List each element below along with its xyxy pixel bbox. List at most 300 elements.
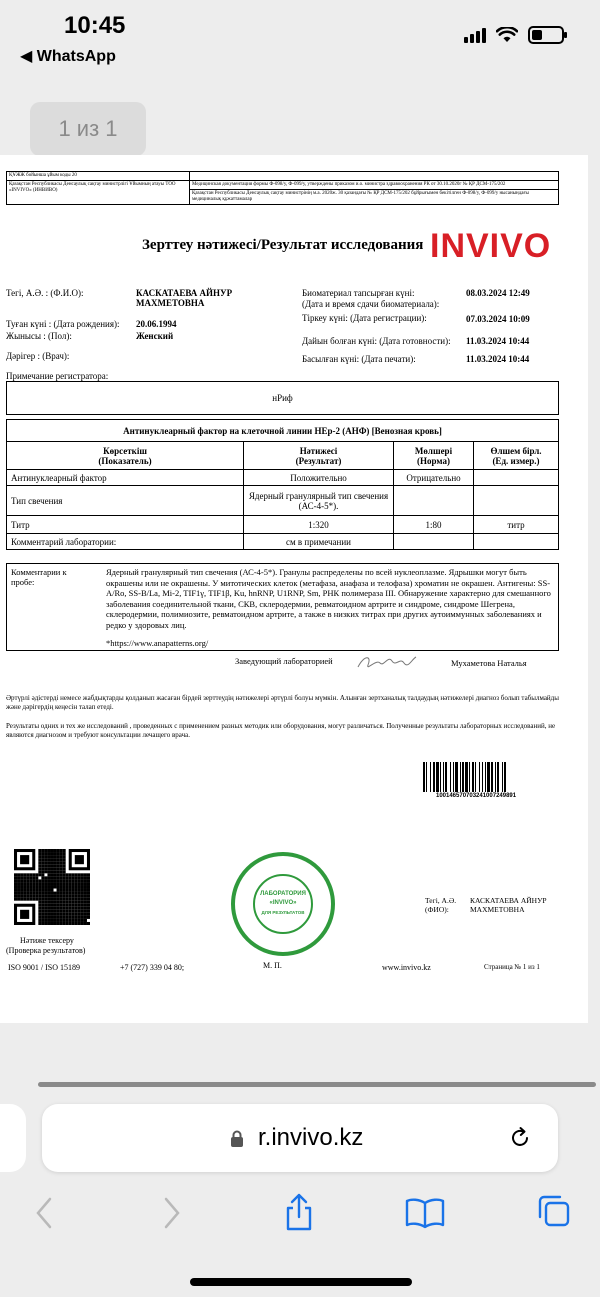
qr-module xyxy=(66,907,69,910)
qr-module xyxy=(17,882,20,885)
qr-module xyxy=(35,889,38,892)
qr-module xyxy=(84,916,87,919)
barcode-number: 10014657070324100724989​1 xyxy=(436,793,517,799)
qr-module xyxy=(72,892,75,895)
share-icon[interactable] xyxy=(283,1193,315,1231)
qr-module xyxy=(47,876,50,879)
qr-module xyxy=(78,919,81,922)
qr-module xyxy=(57,867,60,870)
qr-code-image[interactable] xyxy=(14,849,90,925)
qr-module xyxy=(72,922,75,925)
qr-module xyxy=(47,870,50,873)
qr-module xyxy=(54,895,57,898)
qr-module xyxy=(32,898,35,901)
qr-module xyxy=(32,876,35,879)
wifi-icon xyxy=(496,27,518,43)
qr-module xyxy=(38,861,41,864)
qr-module xyxy=(50,913,53,916)
qr-module xyxy=(44,898,47,901)
qr-module xyxy=(78,895,81,898)
previous-tab-peek[interactable] xyxy=(0,1104,26,1172)
qr-module xyxy=(47,861,50,864)
qr-module xyxy=(50,889,53,892)
qr-module xyxy=(60,852,63,855)
qr-module xyxy=(57,898,60,901)
qr-module xyxy=(66,904,69,907)
qr-module xyxy=(60,870,63,873)
qr-module xyxy=(63,855,66,858)
qr-module xyxy=(47,867,50,870)
qr-module xyxy=(84,904,87,907)
qr-module xyxy=(50,861,53,864)
website-text: www.invivo.kz xyxy=(382,963,431,972)
qr-module xyxy=(50,849,53,852)
qr-module xyxy=(41,876,44,879)
qr-module xyxy=(75,889,78,892)
qr-module xyxy=(44,916,47,919)
battery-icon xyxy=(528,26,564,44)
qr-module xyxy=(60,904,63,907)
qr-module xyxy=(20,889,23,892)
qr-module xyxy=(63,892,66,895)
qr-module xyxy=(87,898,90,901)
qr-caption-ru: (Проверка результатов) xyxy=(6,946,86,955)
qr-module xyxy=(44,876,47,879)
qr-module xyxy=(44,901,47,904)
qr-module xyxy=(63,879,66,882)
qr-caption-kz: Нәтиже тексеру xyxy=(20,936,74,945)
qr-module xyxy=(41,889,44,892)
qr-module xyxy=(54,861,57,864)
qr-module xyxy=(57,885,60,888)
qr-module xyxy=(75,892,78,895)
qr-module xyxy=(38,898,41,901)
qr-module xyxy=(41,861,44,864)
qr-module xyxy=(32,873,35,876)
qr-module xyxy=(38,904,41,907)
comment-label: Комментарии к пробе: xyxy=(11,567,67,587)
sex-value: Женский xyxy=(136,331,174,341)
qr-module xyxy=(38,916,41,919)
qr-module xyxy=(47,855,50,858)
qr-module xyxy=(47,858,50,861)
qr-module xyxy=(72,898,75,901)
qr-module xyxy=(69,879,72,882)
qr-module xyxy=(47,904,50,907)
qr-module xyxy=(66,913,69,916)
qr-module xyxy=(50,885,53,888)
qr-module xyxy=(81,904,84,907)
qr-module xyxy=(20,855,29,864)
qr-module xyxy=(84,882,87,885)
qr-module xyxy=(81,916,84,919)
form-note-kz: Қазақстан Республикасы Денсаулық сақтау министрінің м.а. 2020ж. 30 қазандағы № ҚР ДСМ-175/202 бұйрығымен бекітілген Ф-098/у, Ф-099/у нысанындағы медициналық құжаттамалар xyxy=(192,191,529,202)
qr-module xyxy=(44,910,47,913)
qr-module xyxy=(41,922,44,925)
qr-module xyxy=(50,858,53,861)
qr-module xyxy=(54,922,57,925)
qr-module xyxy=(60,889,63,892)
qr-module xyxy=(47,907,50,910)
qr-module xyxy=(75,882,78,885)
qr-module xyxy=(32,885,35,888)
tabs-icon[interactable] xyxy=(536,1193,572,1229)
stamp-place-label: М. П. xyxy=(263,961,282,970)
qr-module xyxy=(54,901,57,904)
qr-module xyxy=(41,867,44,870)
page-indicator: 1 из 1 xyxy=(30,102,146,156)
qr-module xyxy=(81,898,84,901)
qr-module xyxy=(47,919,50,922)
qr-module xyxy=(78,904,81,907)
qr-module xyxy=(60,919,63,922)
qr-module xyxy=(69,922,72,925)
qr-module xyxy=(14,885,17,888)
qr-module xyxy=(41,907,44,910)
print-value: 11.03.2024 10:44 xyxy=(466,354,530,364)
qr-module xyxy=(50,901,53,904)
qr-module xyxy=(41,904,44,907)
qr-module xyxy=(50,882,53,885)
qr-module xyxy=(60,882,63,885)
qr-module xyxy=(44,913,47,916)
qr-module xyxy=(29,895,32,898)
qr-module xyxy=(63,922,66,925)
qr-module xyxy=(78,885,81,888)
qr-module xyxy=(17,876,20,879)
dob-label: Туған күні : (Дата рождения): xyxy=(6,319,120,329)
qr-module xyxy=(47,913,50,916)
biomaterial-label-2: (Дата и время сдачи биоматериала): xyxy=(302,299,440,309)
qr-module xyxy=(20,882,23,885)
qr-module xyxy=(60,895,63,898)
qr-module xyxy=(47,898,50,901)
col-header-indicator: Көрсеткіш (Показатель) xyxy=(7,442,244,470)
patient-name-2: МАХМЕТОВНА xyxy=(470,905,525,914)
qr-module xyxy=(57,855,60,858)
qr-module xyxy=(23,879,26,882)
qr-module xyxy=(60,855,63,858)
qr-module xyxy=(38,919,41,922)
qr-module xyxy=(81,901,84,904)
print-label: Басылған күні: (Дата печати): xyxy=(302,354,416,364)
qr-module xyxy=(38,852,41,855)
qr-module xyxy=(38,913,41,916)
home-indicator[interactable] xyxy=(190,1278,412,1286)
qr-module xyxy=(63,910,66,913)
qr-module xyxy=(41,864,44,867)
qr-module xyxy=(84,876,87,879)
qr-module xyxy=(69,910,72,913)
qr-module xyxy=(84,885,87,888)
qr-module xyxy=(54,870,57,873)
qr-module xyxy=(44,907,47,910)
qr-module xyxy=(60,879,63,882)
qr-module xyxy=(44,889,47,892)
qr-module xyxy=(38,879,41,882)
qr-module xyxy=(75,873,78,876)
qr-module xyxy=(50,855,53,858)
qr-module xyxy=(38,907,41,910)
qr-module xyxy=(78,910,81,913)
back-arrow-icon[interactable] xyxy=(32,1195,54,1231)
qr-module xyxy=(20,885,23,888)
horizontal-scroll-indicator[interactable] xyxy=(38,1082,596,1087)
back-to-whatsapp-link[interactable]: ◀ WhatsApp xyxy=(20,48,116,65)
qr-module xyxy=(66,901,69,904)
biomaterial-value: 08.03.2024 12:49 xyxy=(466,288,530,298)
registrar-note-box: нРиф xyxy=(6,381,559,415)
qr-module xyxy=(17,895,20,898)
qr-module xyxy=(87,904,90,907)
qr-module xyxy=(63,876,66,879)
qr-module xyxy=(38,901,41,904)
comment-link[interactable]: *https://www.anapatterns.org/ xyxy=(106,638,209,648)
qr-module xyxy=(26,892,29,895)
qr-module xyxy=(14,892,17,895)
qr-module xyxy=(14,895,17,898)
qr-module xyxy=(54,879,57,882)
qr-module xyxy=(50,873,53,876)
qr-module xyxy=(47,901,50,904)
qr-module xyxy=(57,916,60,919)
qr-module xyxy=(60,898,63,901)
qr-module xyxy=(38,873,41,876)
qr-module xyxy=(54,858,57,861)
qr-module xyxy=(63,885,66,888)
qr-module xyxy=(20,898,23,901)
qr-module xyxy=(44,855,47,858)
qr-module xyxy=(23,876,26,879)
qr-module xyxy=(35,876,38,879)
qr-module xyxy=(60,861,63,864)
qr-module xyxy=(14,873,17,876)
qr-module xyxy=(54,885,57,888)
qr-module xyxy=(54,907,57,910)
registrar-note-label: Примечание регистратора: xyxy=(6,371,109,381)
qr-module xyxy=(57,910,60,913)
comment-box xyxy=(6,563,559,651)
url-text[interactable]: r.invivo.kz xyxy=(258,1124,364,1151)
qr-module xyxy=(23,873,26,876)
dob-value: 20.06.1994 xyxy=(136,319,177,329)
qr-module xyxy=(75,898,78,901)
qr-module xyxy=(29,892,32,895)
qr-module xyxy=(60,892,63,895)
qr-module xyxy=(69,876,72,879)
qr-module xyxy=(66,892,69,895)
qr-module xyxy=(50,922,53,925)
qr-module xyxy=(29,889,32,892)
qr-module xyxy=(38,858,41,861)
qr-module xyxy=(63,916,66,919)
qr-module xyxy=(20,895,23,898)
qr-module xyxy=(32,892,35,895)
qr-module xyxy=(84,913,87,916)
form-note-ru: Медицинская документация формы Ф-098/у, Ф-099/у, утверждены приказом и.о. министра здравоохранения РК от 30.10.2020г № ҚР ДСМ-175/202 xyxy=(190,181,558,190)
registration-value: 07.03.2024 10:09 xyxy=(466,314,530,324)
phone-text: +7 (727) 339 04 80; xyxy=(120,963,185,972)
qr-module xyxy=(87,879,90,882)
qr-module xyxy=(38,895,41,898)
qr-module xyxy=(75,885,78,888)
qr-module xyxy=(78,898,81,901)
qr-module xyxy=(20,879,23,882)
qr-module xyxy=(81,876,84,879)
qr-module xyxy=(41,885,44,888)
qr-module xyxy=(63,861,66,864)
qr-module xyxy=(41,898,44,901)
qr-module xyxy=(81,873,84,876)
qr-module xyxy=(75,879,78,882)
col-header-unit: Өлшем бірл. (Ед. измер.) xyxy=(474,442,559,470)
biomaterial-label-1: Биоматериал тапсырған күні: xyxy=(302,288,415,298)
qr-module xyxy=(47,916,50,919)
qr-module xyxy=(75,901,78,904)
qr-module xyxy=(75,913,78,916)
qr-module xyxy=(75,907,78,910)
qr-module xyxy=(54,904,57,907)
qr-module xyxy=(63,898,66,901)
qr-module xyxy=(66,895,69,898)
reload-icon[interactable] xyxy=(508,1126,532,1150)
qr-module xyxy=(14,876,17,879)
qr-module xyxy=(75,904,78,907)
qr-module xyxy=(50,852,53,855)
org-name: Қазақстан Республикасы Денсаулық сақтау министрлігі Ұйымның атауы ТОО «INVIVO» (ИНВИВО) xyxy=(7,181,190,204)
qr-module xyxy=(84,922,87,925)
qr-module xyxy=(44,867,47,870)
qr-module xyxy=(50,904,53,907)
signature-image xyxy=(354,651,418,673)
qr-module xyxy=(87,916,90,919)
qr-module xyxy=(72,913,75,916)
qr-module xyxy=(47,873,50,876)
qr-module xyxy=(72,882,75,885)
qr-module xyxy=(41,852,44,855)
qr-module xyxy=(72,910,75,913)
qr-module xyxy=(57,904,60,907)
qr-module xyxy=(60,858,63,861)
qr-module xyxy=(69,907,72,910)
qr-module xyxy=(63,901,66,904)
qr-module xyxy=(14,879,17,882)
qr-module xyxy=(38,892,41,895)
qr-module xyxy=(81,885,84,888)
qr-module xyxy=(14,882,17,885)
qr-module xyxy=(50,876,53,879)
qr-module xyxy=(57,864,60,867)
qr-module xyxy=(57,849,60,852)
qr-module xyxy=(72,919,75,922)
comment-text: Ядерный гранулярный тип свечения (АС-4-5*). Гранулы распределены по всей нуклеоплазме. Ядрышки могут быть окрашены или не окрашены. У митотических клеток (метафаза, анафаза и телофаза) хроматин не окрашен. Антигены: SS-A/Ro, SS-B/La, Mi-2, TIF1γ, TIF1β, Ku, hnRNP, U1RNP, Sm, РНК полимераза III. Обнаружение характерно для смешанного заболевания соединительной ткани, СКВ, склеродермии, ревматоидном артрите и синдроме, синдроме Шегрена, склеродермии, полимиозите, ревматоидном артрите, а также в низких титрах при других аутоиммунных заболеваниях и редко у здоровых лиц. xyxy=(106,567,551,630)
qr-module xyxy=(44,892,47,895)
qr-module xyxy=(29,879,32,882)
qr-module xyxy=(26,879,29,882)
forward-arrow-icon[interactable] xyxy=(162,1195,184,1231)
qr-module xyxy=(29,882,32,885)
qr-module xyxy=(63,895,66,898)
qr-module xyxy=(23,885,26,888)
qr-module xyxy=(47,895,50,898)
qr-module xyxy=(69,904,72,907)
fio-value-line2: МАХМЕТОВНА xyxy=(136,298,205,308)
qr-module xyxy=(78,907,81,910)
qr-module xyxy=(32,882,35,885)
qr-module xyxy=(57,861,60,864)
page-number: Страница № 1 из 1 xyxy=(484,963,540,971)
bookmarks-icon[interactable] xyxy=(405,1197,445,1229)
qr-module xyxy=(78,901,81,904)
qr-module xyxy=(50,907,53,910)
qr-module xyxy=(63,904,66,907)
fio-label: Тегі, А.Ә. : (Ф.И.О): xyxy=(6,288,84,298)
qr-module xyxy=(60,864,63,867)
qr-module xyxy=(78,913,81,916)
qr-module xyxy=(47,885,50,888)
qr-module xyxy=(41,873,44,876)
qr-module xyxy=(57,882,60,885)
qr-module xyxy=(81,919,84,922)
qr-module xyxy=(60,901,63,904)
lock-icon xyxy=(230,1130,244,1148)
qr-module xyxy=(63,913,66,916)
qr-module xyxy=(60,876,63,879)
qr-module xyxy=(41,895,44,898)
qr-module xyxy=(44,895,47,898)
qr-module xyxy=(69,898,72,901)
qr-module xyxy=(75,855,84,864)
qr-module xyxy=(72,904,75,907)
qr-module xyxy=(50,892,53,895)
qr-module xyxy=(44,861,47,864)
qr-module xyxy=(44,864,47,867)
qr-module xyxy=(72,885,75,888)
qr-module xyxy=(23,889,26,892)
qr-module xyxy=(72,901,75,904)
ready-value: 11.03.2024 10:44 xyxy=(466,336,530,346)
qr-module xyxy=(69,885,72,888)
qr-module xyxy=(87,901,90,904)
qr-module xyxy=(38,885,41,888)
qr-module xyxy=(84,919,87,922)
qr-module xyxy=(66,879,69,882)
qr-module xyxy=(57,879,60,882)
table-row: Тип свечения Ядерный гранулярный тип свечения (АС-4-5*). xyxy=(7,486,559,516)
qr-module xyxy=(41,892,44,895)
qr-module xyxy=(44,922,47,925)
qr-module xyxy=(75,916,78,919)
qr-module xyxy=(63,867,66,870)
qr-module xyxy=(47,864,50,867)
qr-module xyxy=(41,913,44,916)
qr-module xyxy=(29,876,32,879)
qr-module xyxy=(17,892,20,895)
qr-module xyxy=(41,849,44,852)
qr-module xyxy=(84,892,87,895)
qr-module xyxy=(41,919,44,922)
qr-module xyxy=(60,916,63,919)
qr-module xyxy=(50,879,53,882)
qr-module xyxy=(72,907,75,910)
qr-module xyxy=(38,867,41,870)
lab-stamp-image: ЛАБОРАТОРИЯ «INVIVO» ДЛЯ РЕЗУЛЬТАТОВ xyxy=(231,852,335,956)
qr-module xyxy=(50,910,53,913)
qr-module xyxy=(63,882,66,885)
qr-module xyxy=(41,858,44,861)
qr-module xyxy=(23,898,26,901)
qr-module xyxy=(78,882,81,885)
